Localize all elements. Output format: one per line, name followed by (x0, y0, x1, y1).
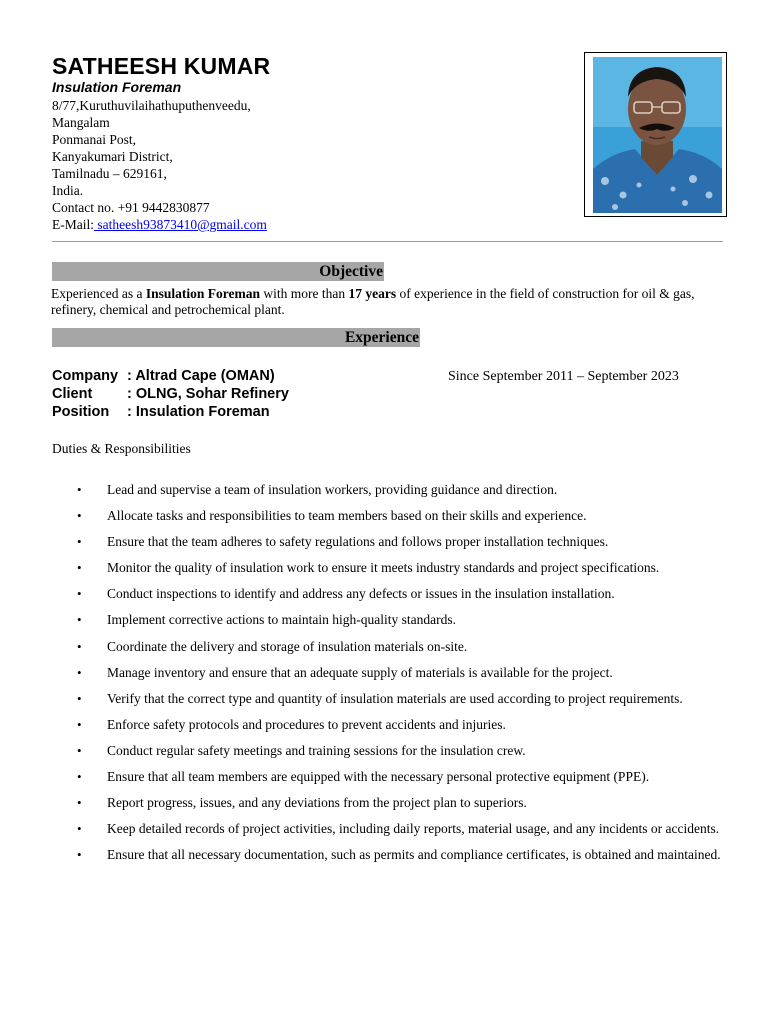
objective-heading: Objective (52, 262, 384, 281)
address-line: India. (52, 183, 84, 198)
bullet-icon: • (77, 847, 82, 863)
position-label: Position (52, 404, 110, 420)
duties-heading: Duties & Responsibilities (52, 441, 191, 456)
list-item: • Enforce safety protocols and procedures to prevent accidents and injuries. (52, 713, 731, 737)
email-row (52, 216, 267, 233)
objective-role-highlight: Insulation Foreman (145, 286, 260, 301)
list-item: • Ensure that all team members are equipped with the necessary personal protective equipment (PPE). (52, 765, 731, 789)
bullet-icon: • (77, 612, 82, 628)
list-item: • Ensure that all necessary documentation, such as permits and compliance certificates, is obtained and maintained. (52, 843, 731, 867)
list-item: • Report progress, issues, and any deviations from the project plan to superiors. (52, 791, 731, 815)
list-item: • Keep detailed records of project activities, including daily reports, material usage, and any incidents or accidents. (52, 817, 731, 841)
list-item: • Conduct regular safety meetings and training sessions for the insulation crew. (52, 739, 731, 763)
contact-block (52, 97, 267, 233)
header-divider (52, 241, 723, 242)
list-item: • Verify that the correct type and quantity of insulation materials are used according to project requirements. (52, 687, 731, 711)
list-item: • Implement corrective actions to maintain high-quality standards. (52, 608, 731, 632)
bullet-icon: • (77, 821, 82, 837)
employment-period: Since September 2011 – September 2023 (448, 369, 679, 384)
objective-text: Experienced as a Insulation Foreman with more than 17 years of experience in the field of construction for oil & gas, refinery, chemical and petrochemical plant. (51, 286, 695, 317)
email-label: E-Mail: (52, 217, 94, 232)
bullet-icon: • (77, 638, 82, 654)
experience-heading: Experience (52, 328, 420, 347)
client-label: Client (52, 386, 93, 402)
candidate-role: Insulation Foreman (52, 79, 182, 95)
profile-photo (593, 57, 722, 213)
address-line: Mangalam (52, 115, 110, 130)
bullet-icon: • (77, 795, 82, 811)
bullet-icon: • (77, 742, 82, 758)
address-line: 8/77,Kuruthuvilaihathuputhenveedu, (52, 98, 251, 113)
list-item: • Lead and supervise a team of insulation workers, providing guidance and direction. (52, 478, 731, 502)
candidate-name: SATHEESH KUMAR (52, 53, 271, 79)
list-item: • Manage inventory and ensure that an adequate supply of materials is available for the project. (52, 661, 731, 685)
bullet-icon: • (77, 769, 82, 785)
objective-years-highlight: 17 years (348, 286, 397, 301)
list-item: • Conduct inspections to identify and address any defects or issues in the insulation installation. (52, 582, 731, 606)
list-item: • Ensure that the team adheres to safety regulations and follows proper installation techniques. (52, 530, 731, 554)
bullet-icon: • (77, 690, 82, 706)
bullet-icon: • (77, 586, 82, 602)
list-item: • Allocate tasks and responsibilities to team members based on their skills and experience. (52, 504, 731, 528)
position-value: : Insulation Foreman (127, 404, 270, 420)
client-value: : OLNG, Sohar Refinery (127, 386, 289, 402)
list-item: • Monitor the quality of insulation work to ensure it meets industry standards and project specifications. (52, 556, 731, 580)
bullet-icon: • (77, 534, 82, 550)
list-item: • Coordinate the delivery and storage of insulation materials on-site. (52, 635, 731, 659)
bullet-icon: • (77, 482, 82, 497)
bullet-icon: • (77, 508, 82, 524)
bullet-icon: • (77, 716, 82, 732)
duties-list (52, 478, 731, 869)
bullet-icon: • (77, 664, 82, 680)
address-line: Kanyakumari District, (52, 149, 173, 164)
email-link[interactable]: satheesh93873410@gmail.com (94, 217, 267, 232)
profile-photo-frame (584, 52, 727, 217)
address-line: Tamilnadu – 629161, (52, 166, 167, 181)
job-details (52, 367, 289, 421)
company-value: : Altrad Cape (OMAN) (127, 368, 275, 384)
company-label: Company (52, 368, 119, 384)
phone-number: Contact no. +91 9442830877 (52, 200, 210, 215)
bullet-icon: • (77, 560, 82, 576)
address-line: Ponmanai Post, (52, 132, 137, 147)
